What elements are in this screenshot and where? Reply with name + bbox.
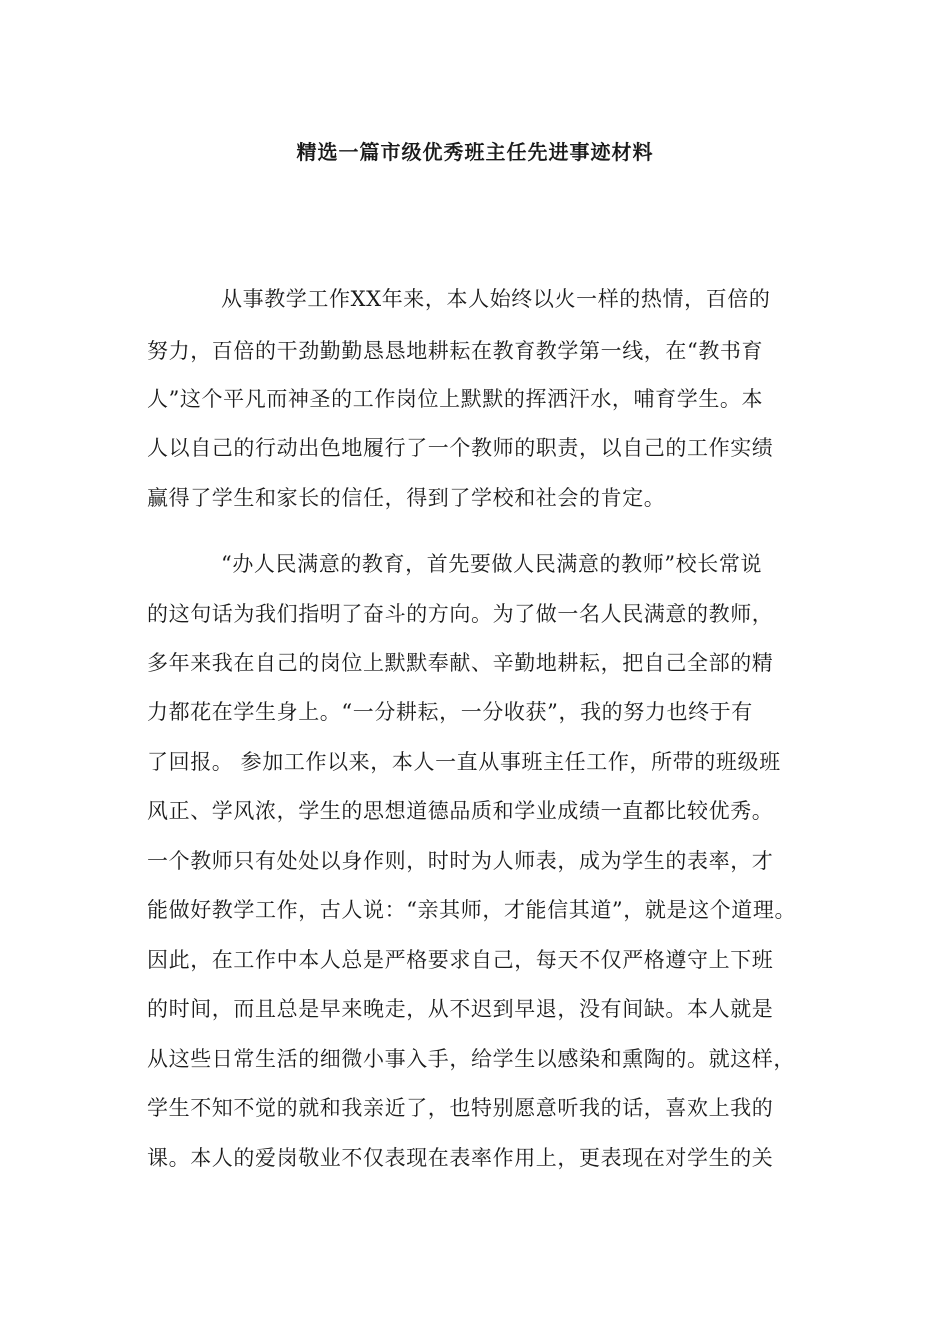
paragraph-2-line-11: 从这些日常生活的细微小事入手，给学生以感染和熏陶的。就这样， bbox=[147, 1047, 795, 1071]
paragraph-1-line-5: 赢得了学生和家长的信任，得到了学校和社会的肯定。 bbox=[147, 486, 666, 510]
paragraph-1-line-4: 人以自己的行动出色地履行了一个教师的职责，以自己的工作实绩 bbox=[147, 436, 774, 460]
paragraph-1-line-2: 努力，百倍的干劲勤勤恳恳地耕耘在教育教学第一线，在“教书育 bbox=[147, 339, 764, 363]
paragraph-2-line-12: 学生不知不觉的就和我亲近了，也特别愿意听我的话，喜欢上我的 bbox=[147, 1096, 774, 1120]
paragraph-2-line-13: 课。本人的爱岗敬业不仅表现在表率作用上，更表现在对学生的关 bbox=[147, 1146, 774, 1170]
paragraph-2-line-7: 一个教师只有处处以身作则，时时为人师表，成为学生的表率，才 bbox=[147, 849, 774, 873]
paragraph-2-line-3: 多年来我在自己的岗位上默默奉献、辛勤地耕耘，把自己全部的精 bbox=[147, 651, 774, 675]
paragraph-2-line-10: 的时间，而且总是早来晚走，从不迟到早退，没有间缺。本人就是 bbox=[147, 997, 774, 1021]
paragraph-2-line-2: 的这句话为我们指明了奋斗的方向。为了做一名人民满意的教师， bbox=[147, 602, 774, 626]
paragraph-2-line-5: 了回报。 参加工作以来，本人一直从事班主任工作，所带的班级班 bbox=[147, 750, 781, 774]
paragraph-2-line-6: 风正、学风浓，学生的思想道德品质和学业成绩一直都比较优秀。 bbox=[147, 799, 774, 823]
paragraph-2-line-4: 力都花在学生身上。“一分耕耘，一分收获”，我的努力也终于有 bbox=[147, 700, 753, 724]
paragraph-2-line-8: 能做好教学工作，古人说：“亲其师，才能信其道”，就是这个道理。 bbox=[147, 898, 797, 922]
paragraph-1-line-3: 人”这个平凡而神圣的工作岗位上默默的挥洒汗水，哺育学生。本 bbox=[147, 387, 764, 411]
paragraph-2-line-9: 因此，在工作中本人总是严格要求自己，每天不仅严格遵守上下班 bbox=[147, 948, 774, 972]
paragraph-1-line-1: 从事教学工作XX年来，本人始终以火一样的热情，百倍的 bbox=[221, 287, 771, 311]
paragraph-2-line-1: “办人民满意的教育，首先要做人民满意的教师”校长常说 bbox=[221, 552, 763, 576]
document-title: 精选一篇市级优秀班主任先进事迹材料 bbox=[296, 140, 654, 164]
